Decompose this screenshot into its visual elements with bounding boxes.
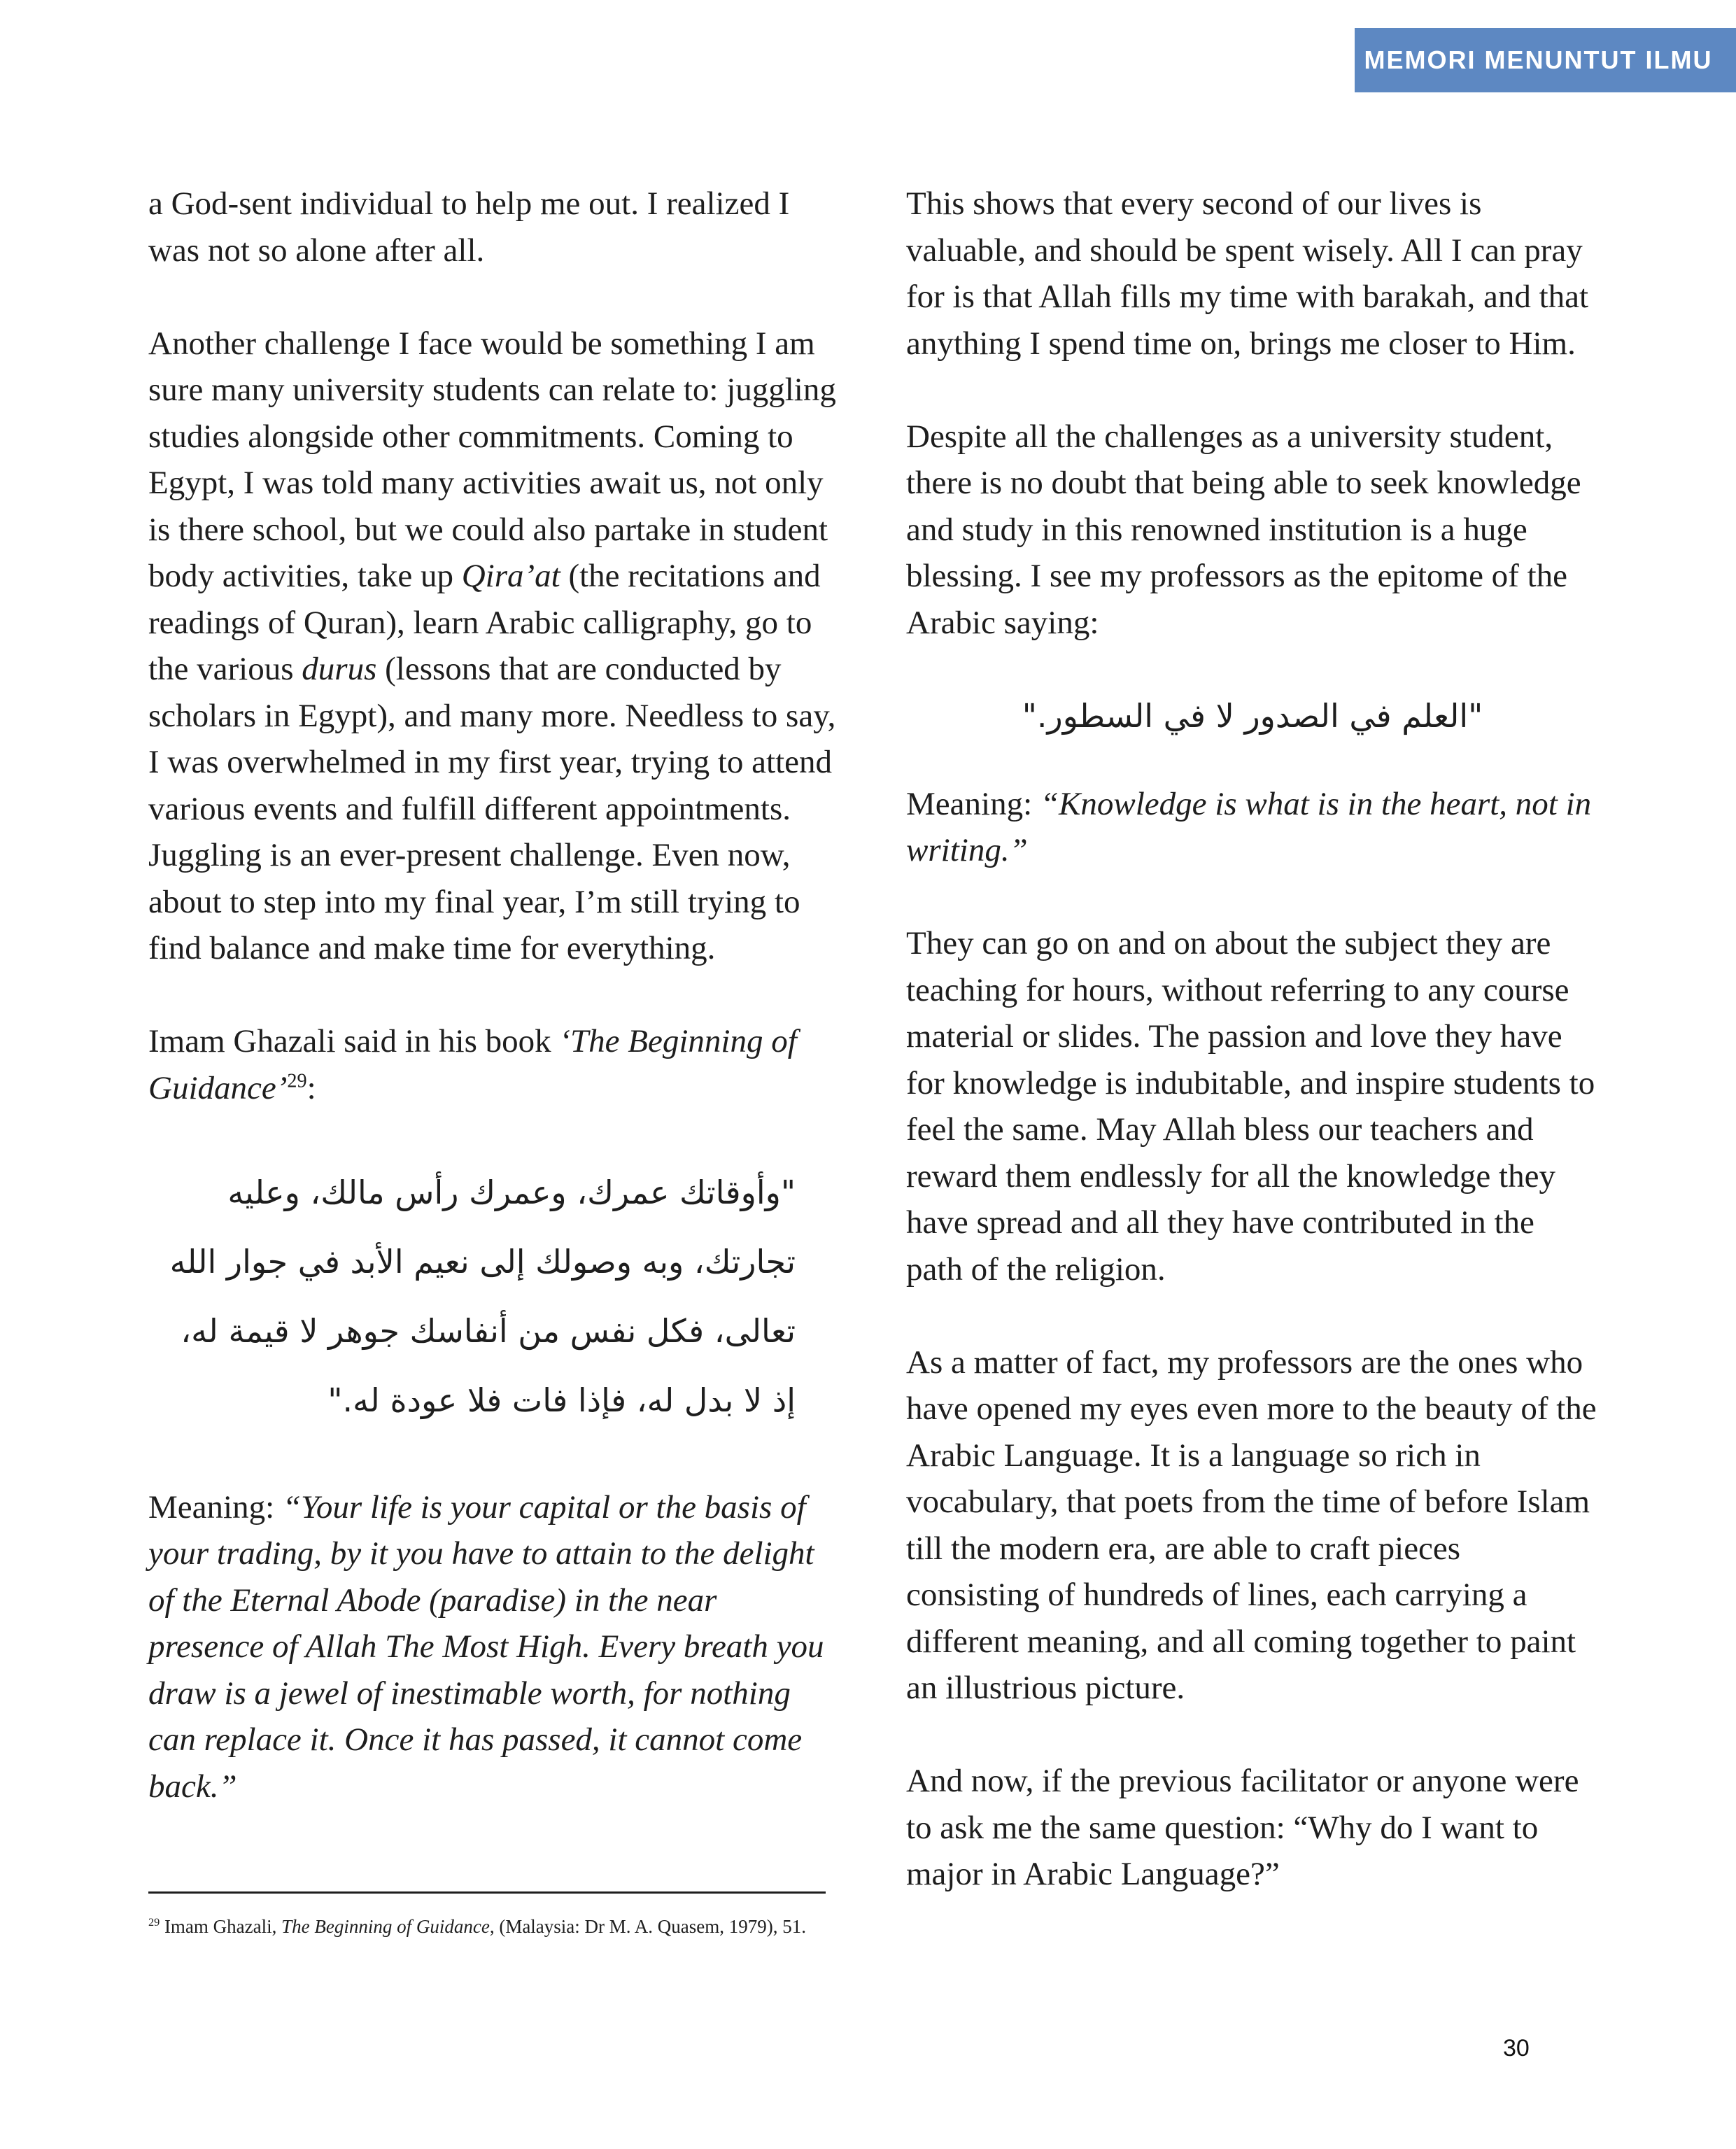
section-header-banner (1355, 28, 1736, 92)
arabic-saying: "العلم في الصدور لا في السطور." (1022, 696, 1483, 735)
meaning-label: Meaning: (148, 1488, 283, 1526)
text-run: (the recitations and readings of Quran), learn Arabic calligraphy, go to the various (148, 558, 821, 687)
footnote-number: 29 (148, 1916, 160, 1929)
footnote-ref[interactable]: 29 (287, 1069, 307, 1092)
meaning-text: “Your life is your capital or the basis of your trading, by it you have to attain to the delight of the Eternal Abode (paradise) in the near presence of Allah The Most High. Every breath you draw is a jewel of inestimable worth, for nothing can replace it. Once it has passed, it cannot come back.” (148, 1488, 824, 1805)
meaning-paragraph (906, 781, 1599, 874)
footnote (148, 1912, 841, 1940)
paragraph (148, 320, 838, 972)
paragraph (148, 1018, 838, 1111)
left-column (148, 181, 838, 1856)
footnote-text: , (Malaysia: Dr M. A. Quasem, 1979), 51. (489, 1916, 807, 1937)
meaning-label: Meaning: (906, 785, 1040, 822)
text-run: (lessons that are conducted by scholars in Egypt), and many more. Needless to say, I was overwhelmed in my first year, trying to attend various events and fulfill different appointments. Juggling is an ever-present challenge. Even now, about to step into my final year, I’m still trying to find balance and make time for everything. (148, 651, 836, 966)
paragraph: They can go on and on about the subject they are teaching for hours, without referring to any course material or slides. The passion and love they have for knowledge is indubitable, and inspire students to feel the same. May Allah bless our teachers and reward them endlessly for all the knowledge they have spread and all they have contributed in the path of the religion. (906, 925, 1595, 1288)
meaning-paragraph (148, 1484, 838, 1810)
book-title: ‘The Beginning of Guidance’ (148, 1023, 797, 1106)
footnote-text: Imam Ghazali, (160, 1916, 282, 1937)
paragraph: a God-sent individual to help me out. I realized I was not so alone after all. (148, 185, 790, 269)
arabic-quote: "وأوقاتك عمرك، وعمرك رأس مالك، وعليه تجارتك، وبه وصولك إلى نعيم الأبد في جوار الله تعالى، فكل نفس من أنفاسك جوهر لا قيمة له، إذ لا بدل له، فإذا فات فلا عودة له." (169, 1173, 796, 1419)
text-run: Another challenge I face would be something I am sure many university students can relate to: juggling studies alongside other commitments. Coming to Egypt, I was told many activities await us, not only is there school, but we could also partake in student body activities, take up (148, 325, 836, 594)
meaning-text: “Knowledge is what is in the heart, not in writing.” (906, 785, 1592, 868)
footnote-divider (148, 1891, 826, 1894)
section-title: MEMORI MENUNTUT ILMU (1364, 45, 1713, 74)
text-run: : (306, 1069, 316, 1106)
page-number: 30 (1503, 2035, 1530, 2062)
paragraph: Despite all the challenges as a university student, there is no doubt that being able to seek knowledge and study in this renowned institution is a huge blessing. I see my professors as the epitome of the Arabic saying: (906, 418, 1581, 641)
right-column (906, 181, 1599, 1944)
italic-term: Qira’at (461, 558, 560, 594)
text-run: Imam Ghazali said in his book (148, 1023, 560, 1059)
italic-term: durus (302, 651, 377, 687)
paragraph: As a matter of fact, my professors are the ones who have opened my eyes even more to the beauty of the Arabic Language. It is a language so rich in vocabulary, that poets from the time of before Islam till the modern era, are able to craft pieces consisting of hundreds of lines, each carrying a different meaning, and all coming together to paint an illustrious picture. (906, 1344, 1597, 1706)
paragraph: And now, if the previous facilitator or anyone were to ask me the same question: “Why do I want to major in Arabic Language?” (906, 1763, 1579, 1892)
footnote-book-title: The Beginning of Guidance (281, 1916, 490, 1937)
paragraph: This shows that every second of our lives is valuable, and should be spent wisely. All I can pray for is that Allah fills my time with barakah, and that anything I spend time on, brings me closer to Him. (906, 185, 1589, 362)
